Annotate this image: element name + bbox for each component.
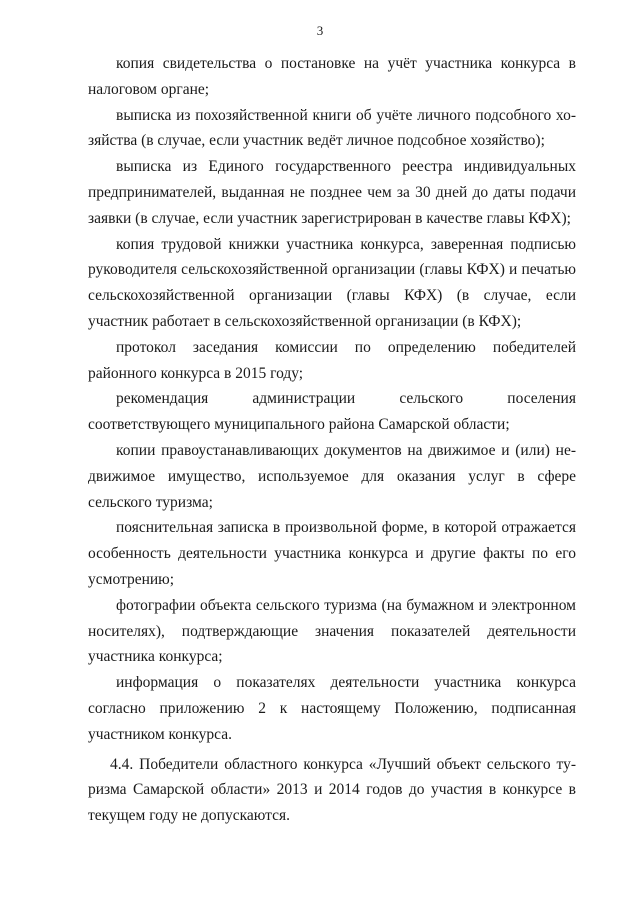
paragraph-property-documents: копии правоустанавливающих документов на движимое и (или) недвижимое имущество, используемое для оказания услуг в сфере сельского туризма; (88, 441, 576, 511)
paragraph-tax-certificate: копия свидетельства о постановке на учёт участника конкурса в налоговом органе; (88, 55, 576, 98)
paragraph-commission-protocol: протокол заседания комиссии по определению победителей районного конкурса в 2015 году; (88, 338, 576, 382)
paragraph-egrip-extract: выписка из Единого государственного реестра индивидуальных предпринимателей, выданная не позднее чем за 30 дней до даты подачи заявки (в случае, если участник зарегистрирован в качестве главы КФХ); (88, 158, 576, 227)
paragraph-performance-info: информация о показателях деятельности участника конкурса согласно приложению 2 к настоящему Положению, подписанная участником конкурса. (88, 674, 576, 743)
paragraph-employment-record: копия трудовой книжки участника конкурса, заверенная подписью руководителя сельскохозяйственной организации (главы КФХ) и печатью сельскохозяйственной организации (главы КФХ) (в случае, если участник работает в сельскохозяйственной организации (в КФХ); (88, 235, 576, 330)
paragraph-household-book-extract: выписка из похозяйственной книги об учёте личного подсобного хозяйства (в случае, если участник ведёт личное подсобное хозяйство); (88, 106, 576, 150)
paragraph-administration-recommendation: рекомендация администрации сельского поселения соответствующего муниципального района Самарской области; (88, 390, 576, 434)
paragraph-photographs: фотографии объекта сельского туризма (на бумажном и электронном носителях), подтверждающие значения показателей деятельности участника конкурса; (88, 596, 576, 666)
document-body (88, 51, 576, 829)
paragraph-explanatory-note: пояснительная записка в произвольной форме, в которой отражается особенность деятельности участника конкурса и другие факты по его усмотрению; (88, 519, 576, 588)
page-number: 3 (316, 23, 324, 38)
paragraph-section-4-4: 4.4. Победители областного конкурса «Лучший объект сельского туризма Самарской области» 2013 и 2014 годов до участия в конкурсе в текущем году не допускаются. (88, 755, 576, 825)
